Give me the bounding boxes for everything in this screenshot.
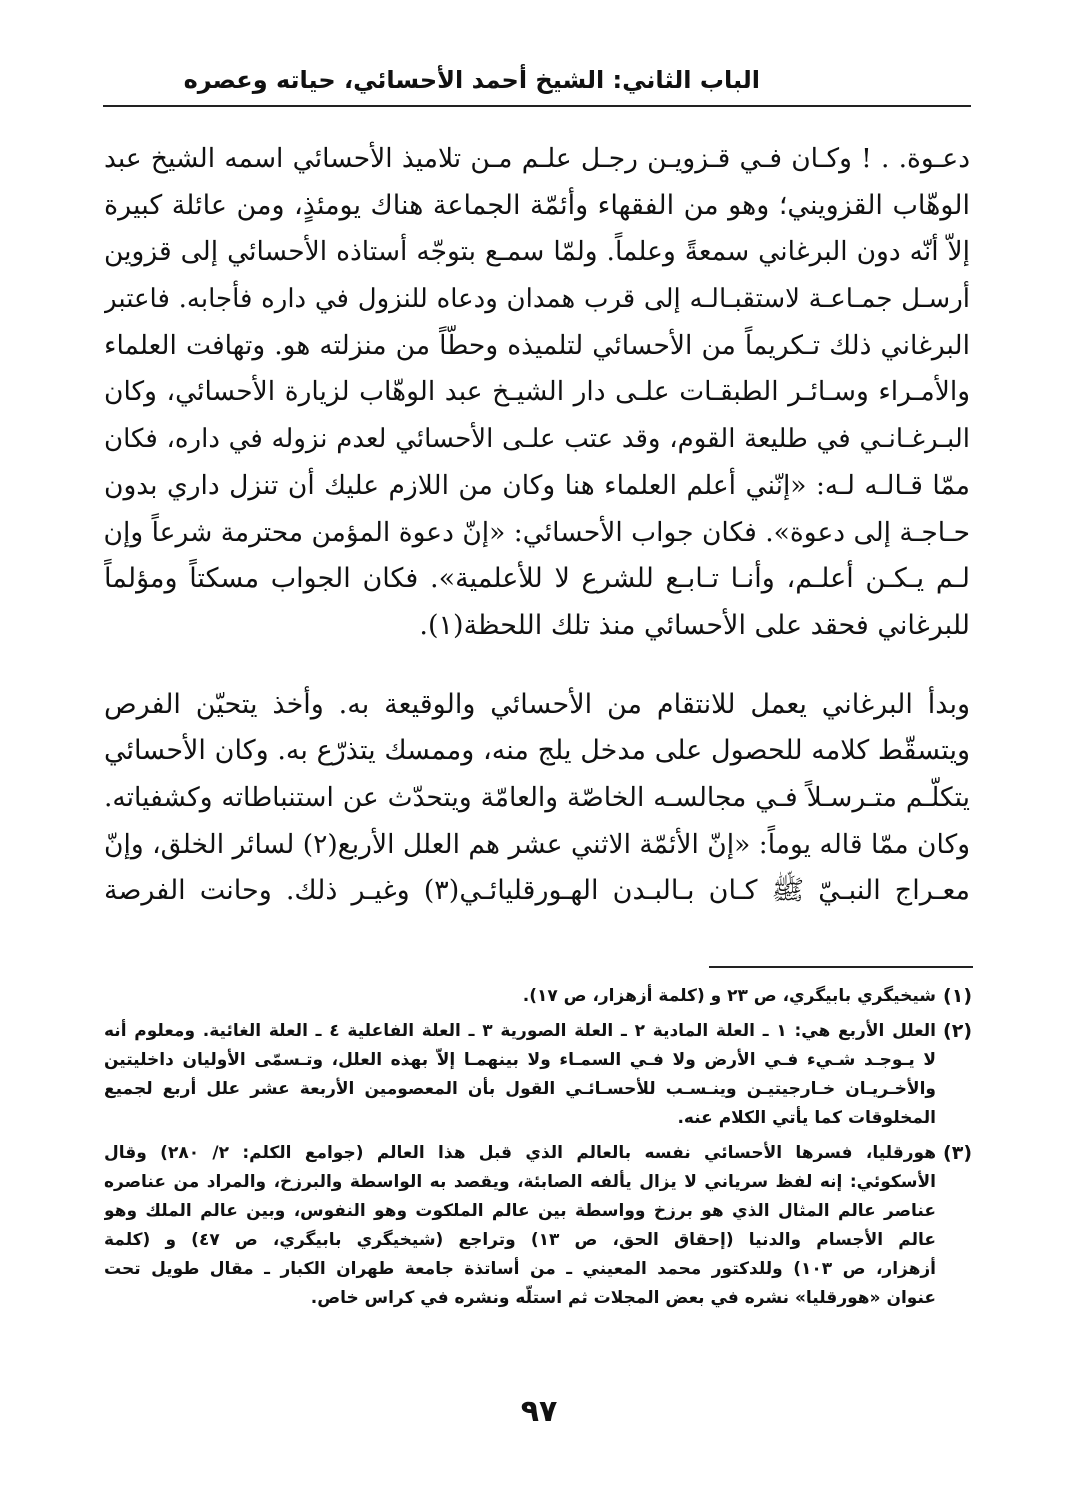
paragraph-gap: [104, 650, 970, 682]
text-line: وكان ممّا قاله يوماً: «إنّ الأئمّة الاثني عشر هم العلل الأربع(٢) لسائر الخلق، وإنّ: [104, 828, 970, 860]
footnote-line: شيخيگري بابيگري، ص ٢٣ و (كلمة أزهزار، ص ١٧).: [522, 986, 936, 1006]
text-line: البرغاني ذلك تـكريماً من الأحسائي لتلميذه وحطّاً من منزلته هو. وتهافت العلماء: [104, 329, 970, 361]
text-line: وبدأ البرغاني يعمل للانتقام من الأحسائي والوقيعة به. وأخذ يتحيّن الفرص: [104, 688, 970, 720]
text-line: يتكلّـم متـرسـلاً فـي مجالسـه الخاصّة والعامّة ويتحدّث عن استنباطاته وكشفياته.: [104, 781, 970, 813]
footnote-line: والأخـريـان خـارجيتيـن وينـسـب للأحسـائـي القول بأن المعصومين الأربعة عشر علل أربع لجميع: [104, 1079, 936, 1099]
paragraph-1: [104, 136, 970, 650]
footnotes: [104, 982, 972, 1319]
header-rule: [103, 105, 971, 107]
footnote-line: هورقليا، فسرها الأحسائي نفسه بالعالم الذي قبل هذا العالم (جوامع الكلم: ٢/ ٢٨٠) وقال: [104, 1143, 936, 1163]
text-line: لـم يـكـن أعلـم، وأنـا تـابـع للشرع لا للأعلمية». فكان الجواب مسكتاً ومؤلماً: [104, 563, 970, 595]
footnote-number: (٢): [943, 1020, 972, 1042]
footnote-line: المخلوقات كما يأتي الكلام عنه.: [677, 1108, 936, 1128]
footnote-number: (٣): [943, 1142, 972, 1164]
text-line: دعـوة. . ! وكـان فـي قـزويـن رجـل علـم مـن تلاميذ الأحسائي اسمه الشيخ عبد: [104, 143, 970, 174]
paragraph-2: [104, 682, 970, 915]
text-line: والأمـراء وسـائـر الطبقـات علـى دار الشيـخ عبد الوهّاب لزيارة الأحسائي، وكان: [104, 376, 970, 408]
running-header: الباب الثاني: الشيخ أحمد الأحسائي، حياته وعصره: [183, 66, 760, 94]
footnote-line: عنوان «هورقليا» نشره في بعض المجلات ثم استلّه ونشره في كراس خاص.: [310, 1288, 936, 1308]
text-line: ممّا قـالـه لـه: «إنّني أعلم العلماء هنا وكان من اللازم عليك أن تنزل داري بدون: [104, 469, 970, 501]
page-number: ٩٧: [520, 1394, 558, 1429]
text-line: حـاجـة إلى دعوة». فكان جواب الأحسائي: «إنّ دعوة المؤمن محترمة شرعاً وإن: [104, 516, 970, 548]
footnote-2: [104, 1017, 972, 1133]
footnote-line: عناصر عالم المثال الذي هو برزخ وواسطة بين عالم الملكوت وهو النفوس، وبين عالم الملك وهو: [104, 1201, 936, 1221]
text-line: إلاّ أنّه دون البرغاني سمعةً وعلماً. ولمّا سمـع بتوجّه أستاذه الأحسائي إلى قزوين: [104, 236, 970, 268]
footnote-3: [104, 1139, 972, 1313]
text-line: ويتسقّط كلامه للحصول على مدخل يلج منه، وممسك يتذرّع به. وكان الأحسائي: [104, 735, 970, 767]
footnote-line: عالم الأجسام والدنيا (إحقاق الحق، ص ١٣) وتراجع (شيخيگري بابيگري، ص ٤٧) و (كلمة: [104, 1230, 936, 1250]
footnote-line: لا يـوجـد شـيء فـي الأرض ولا فـي السمـاء ولا بينهمـا إلاّ بهذه العلل، وتـسمّى الأوليان داخليتين: [104, 1050, 936, 1070]
text-line: للبرغاني فحقد على الأحسائي منذ تلك اللحظة(١).: [419, 609, 970, 641]
footnote-number: (١): [943, 985, 972, 1007]
text-line: الوهّاب القزويني؛ وهو من الفقهاء وأئمّة الجماعة هناك يومئذٍ، ومن عائلة كبيرة: [104, 189, 970, 221]
footnote-rule: [709, 966, 973, 968]
text-line: البـرغـانـي في طليعة القوم، وقد عتب علـى الأحسائي لعدم نزوله في داره، فكان: [104, 424, 970, 455]
text-line: معـراج النبـيّ ﷺ كـان بـالبـدن الهـورقليائـي(٣) وغيـر ذلك. وحانت الفرصة: [104, 875, 970, 907]
footnote-line: الأسكوئي: إنه لفظ سرياني لا يزال يألفه الصابئة، ويقصد به الواسطة والبرزخ، والمراد من عناصره: [104, 1172, 936, 1192]
text-line: أرسـل جمـاعـة لاستقبـالـه إلى قرب همدان ودعاه للنزول في داره فأجابه. فاعتبر: [104, 284, 970, 315]
footnote-1: [104, 982, 972, 1011]
body-text: [104, 136, 970, 915]
footnote-line: أزهزار، ص ١٠٣) وللدكتور محمد المعيني ـ من أساتذة جامعة طهران الكبار ـ مقال طويل تحت: [104, 1259, 936, 1279]
footnote-line: العلل الأربع هي: ١ ـ العلة المادية ٢ ـ العلة الصورية ٣ ـ العلة الفاعلية ٤ ـ العلة الغائية. ومعلوم أنه: [104, 1021, 936, 1041]
